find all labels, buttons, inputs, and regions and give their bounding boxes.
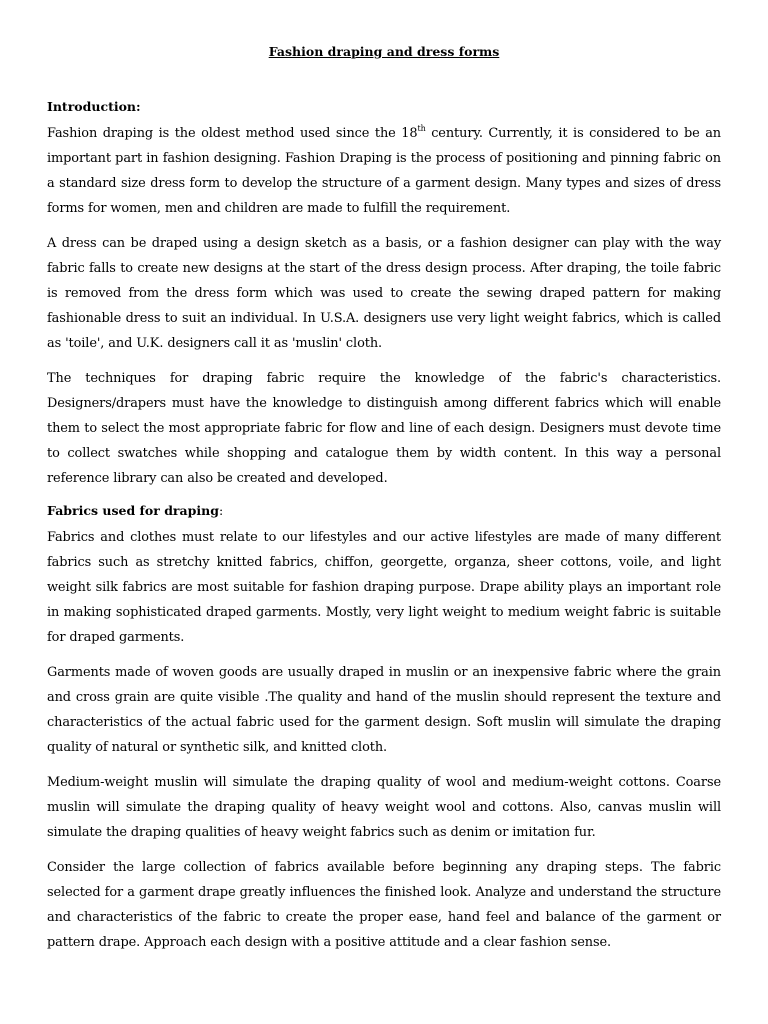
fabrics-paragraph-4: Consider the large collection of fabrics available before beginning any draping steps. The fabric selected for a garment drape greatly influences the finished look. Analyze and understand the structure and characteristics of the fabric to create the proper ease, hand feel and balance of the garment or pattern drape. Approach each design with a positive attitude and a clear fashion sense.: [47, 860, 721, 950]
intro-paragraph-3: The techniques for draping fabric require the knowledge of the fabric's characteristics. Designers/drapers must have the knowledge to distinguish among different fabrics which will enable them to select the most appropriate fabric for flow and line of each design. Designers must devote time to collect swatches while shopping and catalogue them by width content. In this way a personal reference library can also be created and developed.: [47, 371, 721, 486]
intro-paragraph-2: A dress can be draped using a design sketch as a basis, or a fashion designer can play with the way fabric falls to create new designs at the start of the dress design process. After draping, the toile fabric is removed from the dress form which was used to create the sewing draped pattern for making fashionable dress to suit an individual. In U.S.A. designers use very light weight fabrics, which is called as 'toile', and U.K. designers call it as 'muslin' cloth.: [47, 236, 721, 351]
fabrics-paragraph-2: Garments made of woven goods are usually draped in muslin or an inexpensive fabric where the grain and cross grain are quite visible .The quality and hand of the muslin should represent the texture and characteristics of the actual fabric used for the garment design. Soft muslin will simulate the draping quality of natural or synthetic silk, and knitted cloth.: [47, 665, 721, 755]
fabrics-paragraph-3: Medium-weight muslin will simulate the draping quality of wool and medium-weight cottons. Coarse muslin will simulate the draping quality of heavy weight wool and cottons. Also, canvas muslin will simulate the draping qualities of heavy weight fabrics such as denim or imitation fur.: [47, 775, 721, 840]
fabrics-heading-colon: :: [218, 503, 224, 518]
fabrics-heading-text: Fabrics used for draping: [47, 503, 219, 518]
ordinal-suffix: th: [417, 124, 426, 133]
intro-p1-text-cont: century. Currently, it is considered to be an important part in fashion designing. Fashion Draping is the process of positioning and pinning fabric on a standard size dress form to develop the structure of a garment design. Many types and sizes of dress forms for women, men and children are made to fulfill the requirement.: [47, 126, 722, 216]
document-title: Fashion draping and dress forms: [268, 44, 500, 59]
introduction-heading: Introduction:: [47, 99, 141, 114]
fabrics-paragraph-1: Fabrics and clothes must relate to our lifestyles and our active lifestyles are made of many different fabrics such as stretchy knitted fabrics, chiffon, georgette, organza, sheer cottons, voile, and light weight silk fabrics are most suitable for fashion draping purpose. Drape ability plays an important role in making sophisticated draped garments. Mostly, very light weight to medium weight fabric is suitable for draped garments.: [47, 530, 721, 645]
intro-p1-text: Fashion draping is the oldest method used since the 18: [47, 126, 418, 141]
intro-paragraph-1: [47, 121, 721, 221]
fabrics-heading: [47, 501, 721, 521]
